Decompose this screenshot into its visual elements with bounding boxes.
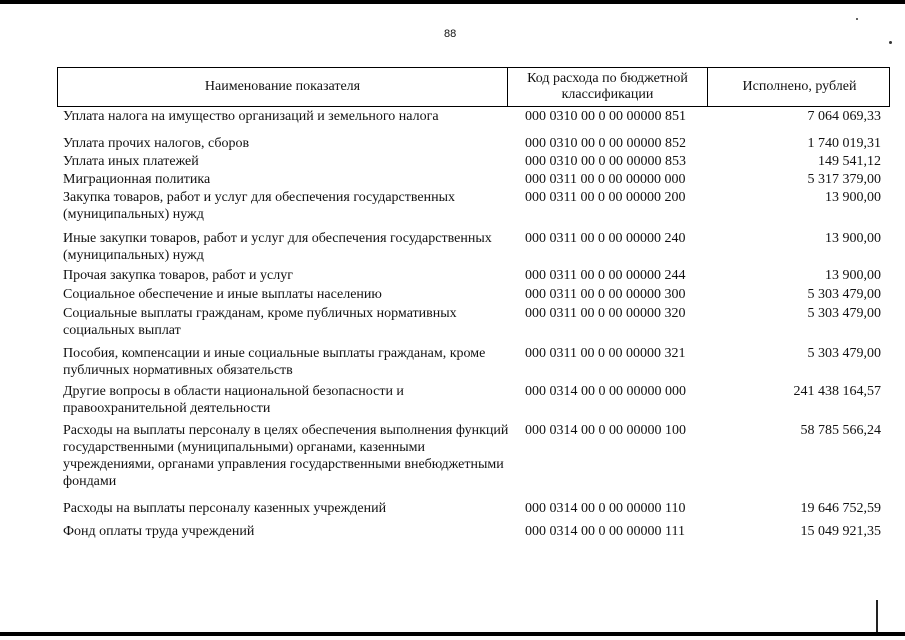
row-name: Уплата налога на имущество организаций и земельного налога — [63, 109, 439, 124]
row-amount: 19 646 752,59 — [800, 501, 881, 516]
row-name: Прочая закупка товаров, работ и услуг — [63, 268, 293, 283]
scan-speck — [856, 18, 858, 20]
row-amount: 13 900,00 — [825, 231, 881, 246]
row-amount: 5 303 479,00 — [807, 306, 881, 321]
row-amount: 15 049 921,35 — [800, 524, 881, 539]
row-amount: 149 541,12 — [818, 154, 881, 169]
row-name: Расходы на выплаты персоналу казенных учреждений — [63, 501, 387, 516]
table-row — [57, 286, 890, 305]
row-name: Расходы на выплаты персоналу в целях обеспечения выполнения функций государственными (муниципальными) органами, казенными учреждениями, органами управления государственными внебюджетными фондами — [63, 423, 509, 489]
row-name: Пособия, компенсации и иные социальные выплаты гражданам, кроме публичных нормативных обязательств — [63, 346, 486, 378]
table-header — [57, 67, 890, 107]
bottom-border-line — [0, 632, 905, 636]
row-code: 000 0314 00 0 00 00000 100 — [525, 423, 686, 438]
table-row — [57, 171, 890, 189]
table-row — [57, 305, 890, 345]
table-row — [57, 345, 890, 383]
table-row — [57, 135, 890, 153]
row-name: Уплата иных платежей — [63, 154, 199, 169]
row-amount: 13 900,00 — [825, 268, 881, 283]
table-row — [57, 108, 890, 135]
row-code: 000 0311 00 0 00 00000 240 — [525, 231, 686, 246]
scan-edge-mark — [876, 600, 878, 632]
top-border-line — [0, 0, 905, 4]
row-code: 000 0314 00 0 00 00000 110 — [525, 501, 686, 516]
row-code: 000 0310 00 0 00 00000 853 — [525, 154, 686, 169]
row-code: 000 0311 00 0 00 00000 244 — [525, 268, 686, 283]
row-code: 000 0311 00 0 00 00000 300 — [525, 287, 686, 302]
row-name: Уплата прочих налогов, сборов — [63, 136, 250, 151]
table-row — [57, 153, 890, 171]
row-name: Другие вопросы в области национальной безопасности и правоохранительной деятельности — [63, 384, 404, 416]
row-code: 000 0314 00 0 00 00000 111 — [525, 524, 685, 539]
row-name: Социальное обеспечение и иные выплаты населению — [63, 287, 382, 302]
row-amount: 7 064 069,33 — [807, 109, 881, 124]
row-code: 000 0311 00 0 00 00000 321 — [525, 346, 686, 361]
table-row — [57, 500, 890, 523]
header-code: Код расхода по бюджетной классификации — [508, 68, 708, 106]
row-amount: 5 303 479,00 — [807, 287, 881, 302]
page-number: 88 — [444, 28, 457, 40]
row-name: Миграционная политика — [63, 172, 211, 187]
row-name: Иные закупки товаров, работ и услуг для обеспечения государственных (муниципальных) нужд — [63, 231, 492, 263]
row-code: 000 0311 00 0 00 00000 200 — [525, 190, 686, 205]
row-code: 000 0310 00 0 00 00000 851 — [525, 109, 686, 124]
table-row — [57, 189, 890, 230]
table-row — [57, 523, 890, 542]
row-amount: 1 740 019,31 — [807, 136, 881, 151]
budget-table — [57, 67, 890, 542]
row-amount: 5 317 379,00 — [807, 172, 881, 187]
scan-speck — [889, 41, 892, 44]
table-row — [57, 230, 890, 267]
row-code: 000 0311 00 0 00 00000 320 — [525, 306, 686, 321]
table-row — [57, 383, 890, 422]
row-name: Закупка товаров, работ и услуг для обеспечения государственных (муниципальных) нужд — [63, 190, 456, 222]
row-amount: 13 900,00 — [825, 190, 881, 205]
row-name: Фонд оплаты труда учреждений — [63, 524, 255, 539]
row-name: Социальные выплаты гражданам, кроме публичных нормативных социальных выплат — [63, 306, 457, 338]
row-code: 000 0310 00 0 00 00000 852 — [525, 136, 686, 151]
row-amount: 241 438 164,57 — [793, 384, 881, 399]
row-code: 000 0314 00 0 00 00000 000 — [525, 384, 686, 399]
header-amount: Исполнено, рублей — [742, 79, 857, 94]
table-row — [57, 267, 890, 286]
row-amount: 58 785 566,24 — [800, 423, 881, 438]
header-name: Наименование показателя — [58, 68, 508, 106]
row-code: 000 0311 00 0 00 00000 000 — [525, 172, 686, 187]
row-amount: 5 303 479,00 — [807, 346, 881, 361]
table-row — [57, 422, 890, 500]
